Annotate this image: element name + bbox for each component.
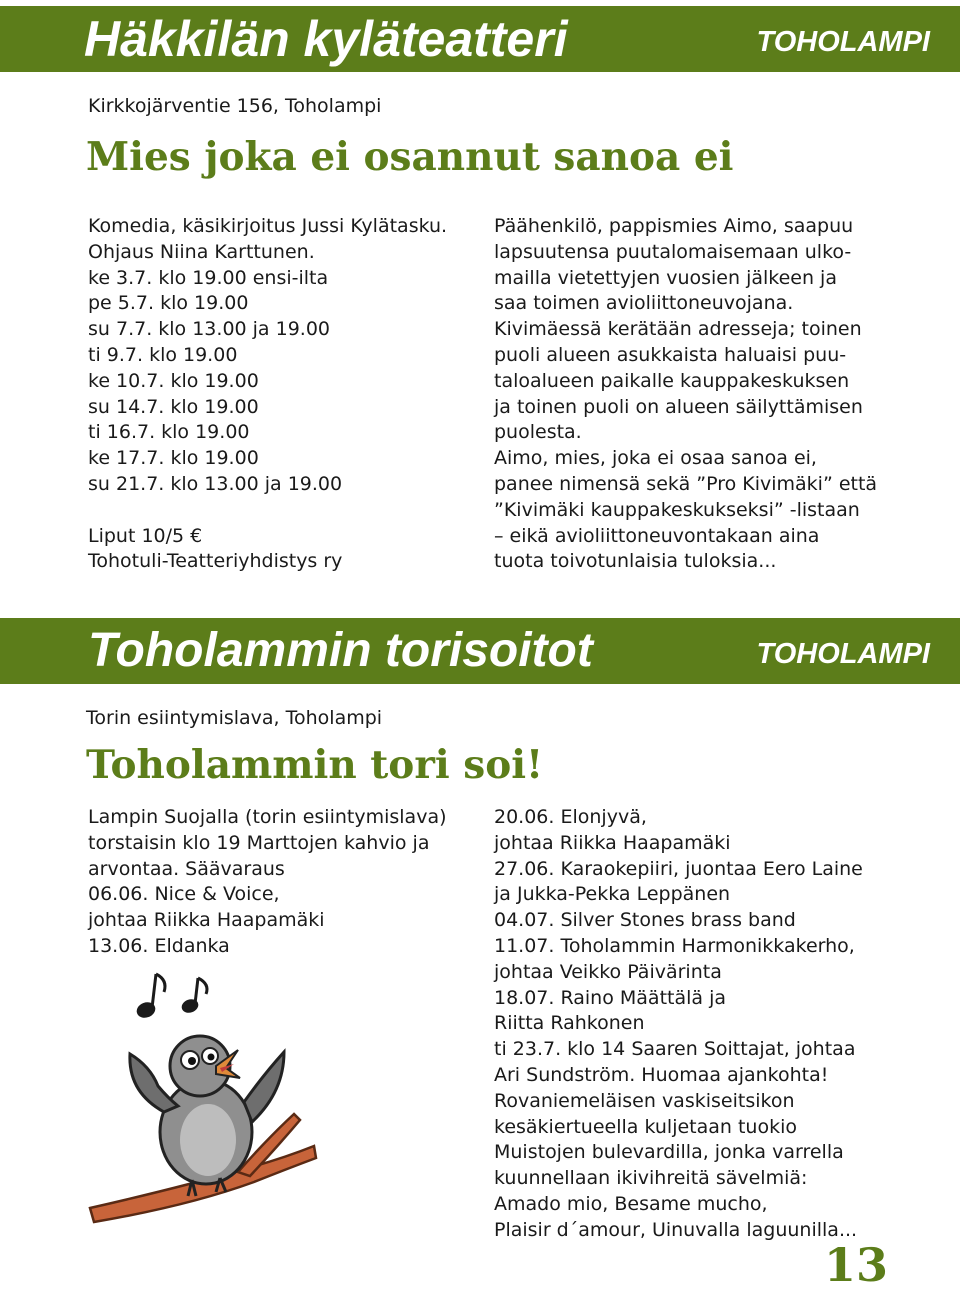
intro-line: 13.06. Eldanka — [88, 934, 230, 957]
organizer: Tohotuli-Teatteriyhdistys ry — [88, 550, 343, 573]
description-line: Päähenkilö, pappismies Aimo, saapuu — [494, 215, 854, 237]
concert-venue: Torin esiintymislava, Toholampi — [86, 707, 383, 729]
singing-bird-icon — [88, 962, 318, 1237]
description-line: Aimo, mies, joka ei osaa sanoa ei, — [494, 447, 817, 470]
intro-line: arvontaa. Säävaraus — [88, 857, 285, 880]
intro-line: 06.06. Nice & Voice, — [88, 883, 280, 906]
schedule-line: su 14.7. klo 19.00 — [88, 395, 259, 418]
play-headline: Mies joka ei osannut sanoa ei — [86, 134, 734, 180]
concert-intro — [88, 805, 468, 960]
schedule-line: 27.06. Karaokepiiri, juontaa Eero Laine — [494, 857, 863, 880]
music-note-icon — [182, 978, 207, 1013]
schedule-line: Plaisir d´amour, Uinuvalla laguunilla... — [494, 1218, 858, 1241]
schedule-line: ti 9.7. klo 19.00 — [88, 343, 238, 366]
description-line: puolesta. — [494, 421, 582, 444]
description-line: ”Kivimäki kauppakeskukseksi” -listaan — [494, 498, 860, 521]
schedule-line: su 21.7. klo 13.00 ja 19.00 — [88, 472, 343, 495]
page-number: 13 — [824, 1238, 889, 1292]
music-note-icon — [136, 974, 165, 1018]
schedule-line: Rovaniemeläisen vaskiseitsikon — [494, 1089, 795, 1112]
concert-schedule — [494, 805, 934, 1244]
schedule-line: kesäkiertueella kuljetaan tuokio — [494, 1115, 797, 1138]
schedule-line: ke 17.7. klo 19.00 — [88, 447, 259, 470]
schedule-line: Amado mio, Besame mucho, — [494, 1192, 768, 1215]
concert-banner — [0, 618, 960, 684]
description-line: saa toimen avioliittoneuvojana. — [494, 292, 794, 315]
description-line: lapsuutensa puutalomaisemaan ulko- — [494, 240, 852, 263]
description-line: puoli alueen asukkaista haluaisi puu- — [494, 343, 847, 366]
play-description — [494, 214, 934, 575]
intro-line: Lampin Suojalla (torin esiintymislava) — [88, 806, 447, 828]
play-schedule — [88, 214, 468, 575]
intro-line: torstaisin klo 19 Marttojen kahvio ja — [88, 831, 430, 854]
concert-location-tag: TOHOLAMPI — [756, 638, 930, 670]
description-line: panee nimensä sekä ”Pro Kivimäki” että — [494, 472, 878, 495]
schedule-line: johtaa Riikka Haapamäki — [494, 831, 731, 854]
schedule-line: ja Jukka-Pekka Leppänen — [494, 883, 731, 906]
schedule-line: pe 5.7. klo 19.00 — [88, 292, 249, 315]
description-line: tuota toivotunlaisia tuloksia... — [494, 550, 777, 573]
schedule-line: 04.07. Silver Stones brass band — [494, 909, 796, 932]
schedule-line: su 7.7. klo 13.00 ja 19.00 — [88, 318, 331, 341]
description-line: taloalueen paikalle kauppakeskuksen — [494, 369, 850, 392]
schedule-line: 20.06. Elonjyvä, — [494, 806, 647, 828]
description-line: ja toinen puoli on alueen säilyttämisen — [494, 395, 863, 418]
schedule-line: Riitta Rahkonen — [494, 1012, 645, 1035]
schedule-line: ke 10.7. klo 19.00 — [88, 369, 259, 392]
schedule-line: Komedia, käsikirjoitus Jussi Kylätasku. — [88, 215, 448, 237]
schedule-line: kuunnellaan ikivihreitä sävelmiä: — [494, 1167, 808, 1190]
description-line: mailla vietettyjen vuosien jälkeen ja — [494, 266, 837, 289]
schedule-line: ke 3.7. klo 19.00 ensi-ilta — [88, 266, 329, 289]
theatre-venue: Kirkkojärventie 156, Toholampi — [88, 95, 382, 117]
theatre-title: Häkkilän kyläteatteri — [84, 11, 568, 67]
schedule-line: 11.07. Toholammin Harmonikkakerho, — [494, 934, 855, 957]
schedule-line: Ari Sundström. Huomaa ajankohta! — [494, 1063, 829, 1086]
schedule-line: Ohjaus Niina Karttunen. — [88, 240, 315, 263]
description-line: Kivimäessä kerätään adresseja; toinen — [494, 318, 862, 341]
theatre-banner — [0, 6, 960, 72]
schedule-line: 18.07. Raino Määttälä ja — [494, 986, 726, 1009]
concert-headline: Toholammin tori soi! — [86, 742, 544, 788]
schedule-line: ti 16.7. klo 19.00 — [88, 421, 250, 444]
ticket-price: Liput 10/5 € — [88, 524, 203, 547]
schedule-line: ti 23.7. klo 14 Saaren Soittajat, johtaa — [494, 1038, 856, 1061]
schedule-line: johtaa Veikko Päivärinta — [494, 960, 722, 983]
description-line: – eikä avioliittoneuvontakaan aina — [494, 524, 820, 547]
intro-line: johtaa Riikka Haapamäki — [88, 909, 325, 932]
theatre-location-tag: TOHOLAMPI — [756, 26, 930, 58]
schedule-line: Muistojen bulevardilla, jonka varrella — [494, 1141, 844, 1164]
concert-title: Toholammin torisoitot — [88, 624, 593, 677]
